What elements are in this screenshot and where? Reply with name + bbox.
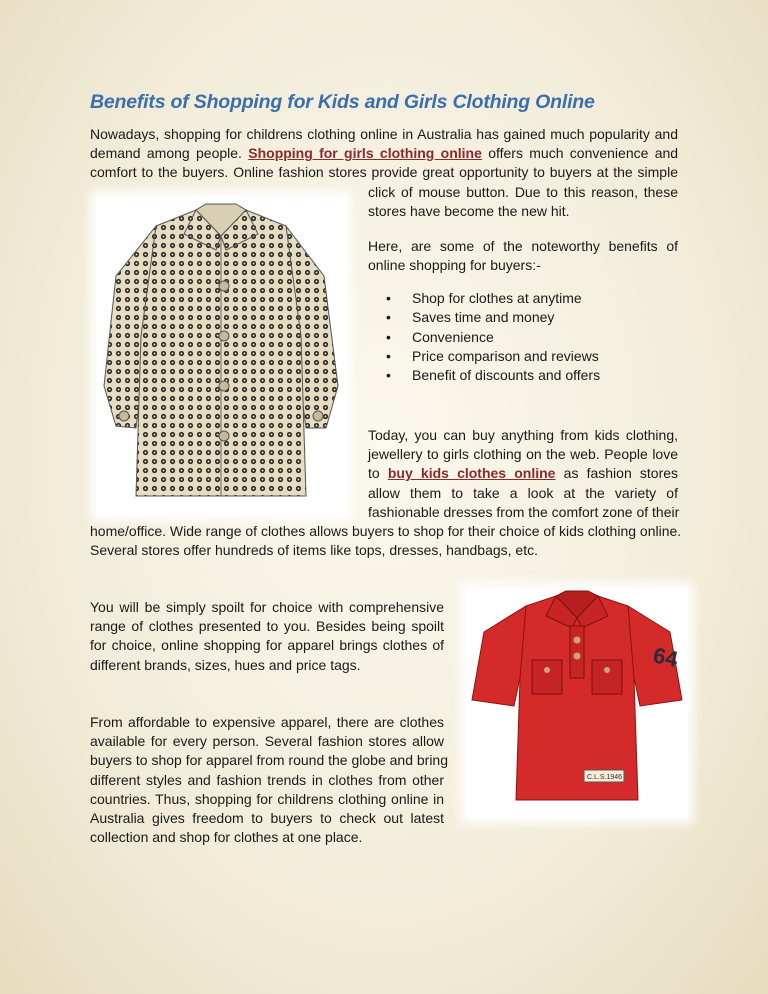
list-item (386, 328, 600, 347)
list-item-text: Shop for clothes at anytime (412, 290, 582, 306)
intro-text: demand among people. (90, 145, 242, 162)
affordable-line: available for every person. Several fashion stores allow (90, 733, 444, 750)
intro-line: stores have become the new hit. (368, 203, 570, 220)
intro-paragraph-continued (368, 183, 678, 221)
list-item (386, 308, 600, 327)
intro-text: offers much convenience and (488, 145, 679, 162)
list-item (386, 366, 600, 385)
bullet-icon: • (386, 367, 391, 384)
affordable-line: countries. Thus, shopping for childrens clothing online in (90, 790, 444, 807)
bullet-icon: • (386, 290, 391, 306)
spoilt-line: for choice, online shopping for apparel brings clothes of (90, 637, 444, 654)
intro-line (90, 144, 678, 163)
today-line: home/office. Wide range of clothes allows buyers to shop for their choice of kids clothing online. (90, 523, 682, 539)
benefits-intro-line: online shopping for buyers:- (368, 257, 541, 274)
today-line: jewellery to girls clothing on the web. People love (368, 446, 678, 463)
today-text: to (368, 465, 380, 482)
today-line: allow them to take a look at the variety of (368, 484, 678, 501)
affordable-paragraph (90, 713, 449, 847)
intro-line: click of mouse button. Due to this reason, these (368, 184, 678, 200)
red-shirt-illustration (466, 588, 688, 818)
spoilt-line: range of clothes presented to you. Besides being spoilt (90, 618, 444, 635)
today-paragraph (368, 426, 678, 522)
today-line: Today, you can buy anything from kids clothing, (368, 427, 678, 443)
spoilt-line: You will be simply spoilt for choice with comprehensive (90, 599, 444, 615)
sleeve-badge: 64 (650, 642, 681, 672)
affordable-line: buyers to shop for apparel from round the globe and bring (90, 752, 449, 769)
shirt-patch-label: C.L.S.1946 (587, 774, 623, 781)
spoilt-line: different brands, sizes, hues and price tags. (90, 656, 361, 673)
affordable-line: Australia gives freedom to buyers to check out latest (90, 810, 444, 827)
page-title: Benefits of Shopping for Kids and Girls Clothing Online (90, 91, 595, 113)
list-item (386, 347, 600, 366)
benefits-intro-line: Here, are some of the noteworthy benefits of (368, 238, 678, 254)
intro-line: Nowadays, shopping for childrens clothing online in Australia has gained much popularity and (90, 126, 678, 142)
list-item (386, 289, 600, 308)
patterned-shirt-illustration (96, 196, 346, 516)
today-line: fashionable dresses from the comfort zone of their (368, 503, 680, 520)
bullet-icon: • (386, 309, 391, 326)
list-item-text: Convenience (412, 328, 494, 345)
affordable-line: collection and shop for clothes at one place. (90, 829, 363, 846)
today-line: Several stores offer hundreds of items like tops, dresses, handbags, etc. (90, 542, 538, 559)
girls-clothing-link[interactable]: Shopping for girls clothing online (248, 145, 482, 162)
patterned-shirt-image (96, 196, 346, 516)
kids-clothes-link[interactable]: buy kids clothes online (387, 465, 556, 482)
bullet-icon: • (386, 328, 391, 345)
today-line (368, 464, 678, 483)
benefits-intro-paragraph (368, 237, 678, 275)
intro-line: comfort to the buyers. Online fashion stores provide great opportunity to buyers at the simple (90, 164, 678, 181)
list-item-text: Price comparison and reviews (412, 347, 599, 364)
affordable-line: different styles and fashion trends in clothes from other (90, 771, 444, 788)
benefits-list (386, 289, 600, 385)
bullet-icon: • (386, 347, 391, 364)
affordable-line: From affordable to expensive apparel, there are clothes (90, 714, 444, 730)
list-item-text: Benefit of discounts and offers (412, 367, 601, 384)
today-paragraph-continued (90, 522, 682, 560)
red-shirt-image (466, 588, 688, 818)
spoilt-paragraph (90, 598, 444, 675)
intro-paragraph (90, 125, 678, 183)
today-text: as fashion stores (563, 465, 679, 482)
list-item-text: Saves time and money (412, 309, 555, 326)
